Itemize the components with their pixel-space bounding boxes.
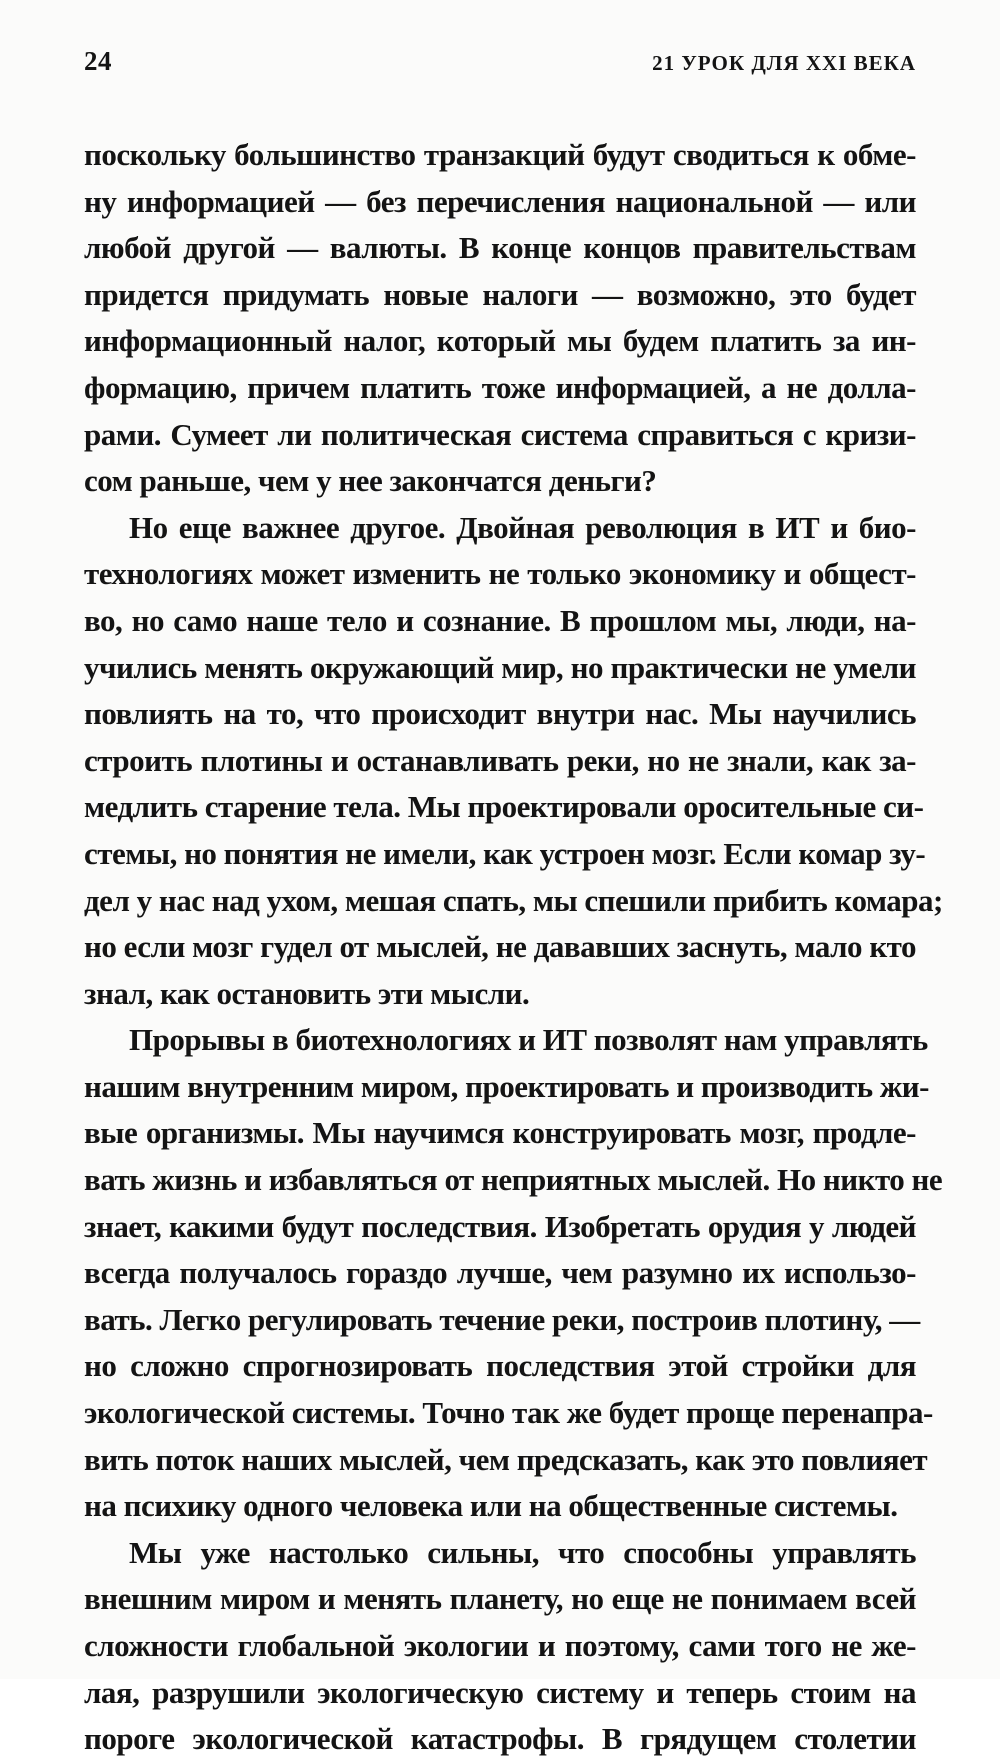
- text-line: сложности глобальной экологии и поэтому, сами того не же-: [84, 1628, 916, 1663]
- book-title: 21 УРОК ДЛЯ XXI ВЕКА: [652, 51, 916, 75]
- text-line: рами. Сумеет ли политическая система справиться с кризи-: [84, 416, 916, 452]
- text-line: строить плотины и останавливать реки, но не знали, как за-: [84, 742, 916, 778]
- text-line: лая, разрушили экологическую систему и теперь стоим на: [84, 1674, 916, 1710]
- text-line: внешним миром и менять планету, но еще не понимаем всей: [84, 1581, 916, 1617]
- text-line: вать жизнь и избавляться от неприятных мыслей. Но никто не: [84, 1162, 943, 1198]
- text-line: поскольку большинство транзакций будут сводиться к обме-: [84, 137, 916, 172]
- text-line: нашим внутренним миром, проектировать и производить жи-: [84, 1068, 929, 1104]
- text-line: но если мозг гудел от мыслей, не дававших заснуть, мало кто: [84, 929, 916, 965]
- body-text: [84, 132, 943, 1763]
- text-line: Прорывы в биотехнологиях и ИТ позволят нам управлять: [129, 1022, 928, 1058]
- text-line: сом раньше, чем у нее закончатся деньги?: [84, 463, 657, 499]
- text-line: повлиять на то, что происходит внутри нас. Мы научились: [84, 696, 916, 732]
- text-line: но сложно спрогнозировать последствия этой стройки для: [84, 1348, 916, 1384]
- text-line: медлить старение тела. Мы проектировали оросительные си-: [84, 789, 924, 825]
- text-line: знает, какими будут последствия. Изобретать орудия у людей: [84, 1208, 916, 1244]
- text-line: Мы уже настолько сильны, что способны управлять: [129, 1534, 916, 1570]
- text-line: придется придумать новые налоги — возможно, это будет: [84, 276, 916, 312]
- paragraph-1: [84, 132, 916, 505]
- text-line: на психику одного человека или на общественные системы.: [84, 1488, 898, 1524]
- text-line: экологической системы. Точно так же будет проще перенапра-: [84, 1395, 933, 1431]
- text-line: технологиях может изменить не только экономику и общест-: [84, 556, 916, 592]
- text-line: стемы, но понятия не имели, как устроен мозг. Если комар зу-: [84, 835, 926, 871]
- text-line: вить поток наших мыслей, чем предсказать, как это повлияет: [84, 1441, 928, 1477]
- paragraph-4: [84, 1530, 916, 1763]
- text-line: вать. Легко регулировать течение реки, построив плотину, —: [84, 1301, 920, 1337]
- text-line: Но еще важнее другое. Двойная революция в ИТ и био-: [129, 509, 916, 545]
- paragraph-2: [84, 505, 943, 1018]
- text-line: вые организмы. Мы научимся конструировать мозг, продле-: [84, 1115, 916, 1151]
- paragraph-3: [84, 1017, 943, 1530]
- text-line: дел у нас над ухом, мешая спать, мы спешили прибить комара;: [84, 882, 943, 918]
- text-line: пороге экологической катастрофы. В грядущем столетии: [84, 1721, 916, 1757]
- text-line: учились менять окружающий мир, но практически не умели: [84, 649, 916, 685]
- text-line: во, но само наше тело и сознание. В прошлом мы, люди, на-: [84, 602, 916, 638]
- text-line: знал, как остановить эти мысли.: [84, 975, 530, 1011]
- text-line: ну информацией — без перечисления национальной — или: [84, 183, 916, 219]
- running-header: [84, 46, 916, 76]
- page-number: 24: [84, 46, 112, 76]
- text-line: формацию, причем платить тоже информацией, а не долла-: [84, 369, 916, 405]
- text-line: информационный налог, который мы будем платить за ин-: [84, 323, 916, 359]
- text-line: всегда получалось гораздо лучше, чем разумно их использо-: [84, 1255, 916, 1291]
- text-line: любой другой — валюты. В конце концов правительствам: [84, 230, 916, 266]
